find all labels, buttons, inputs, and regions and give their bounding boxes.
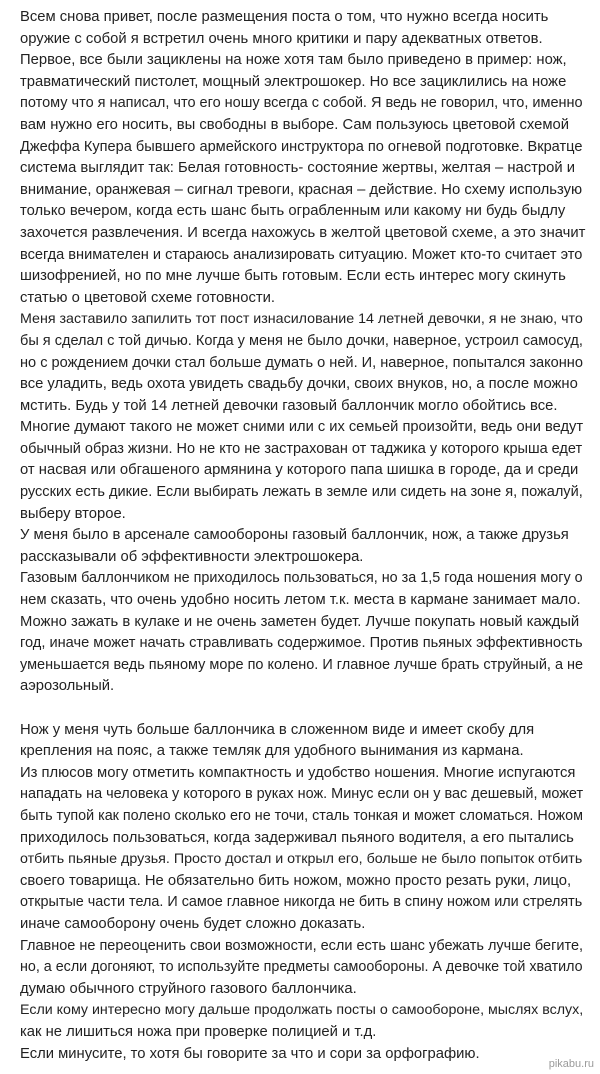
text-line: оружие с собой я встретил очень много критики и пару адекватных ответов. <box>20 30 543 47</box>
blank-line <box>20 698 585 720</box>
text-line: от насвая или обгашеного армянина у которого папа шишка в городе, да и среди <box>20 462 579 479</box>
post-body <box>20 7 585 1065</box>
text-line: Многие думают такого не может сними или с их семьей произойти, ведь они ведут <box>20 419 584 436</box>
text-line: русских есть дикие. Если выбирать лежать в земле или сидеть на зоне я, пожалуй, <box>20 484 583 501</box>
text-line: Из плюсов могу отметить компактность и удобство ношения. Многие испугаются <box>20 764 576 781</box>
text-line: иначе самооборону очень будет сложно доказать. <box>20 915 366 932</box>
text-line: только вечером, когда есть шанс быть ограбленным или какому ни будь быдлу <box>20 203 566 220</box>
text-line: нем сказать, что очень удобно носить летом т.к. места в кармане занимает мало. <box>20 592 581 609</box>
text-line: статью о цветовой схеме готовности. <box>20 289 276 306</box>
text-line: система выглядит так: Белая готовность- состояние жертвы, желтая – настрой и <box>20 160 575 177</box>
text-line: вам нужно его носить, вы свободны в выборе. Сам пользуюсь цветовой схемой <box>20 116 570 133</box>
text-line: шизофренией, но по мне лучше быть готовым. Если есть интерес могу скинуть <box>20 268 566 285</box>
text-line: Главное не переоценить свои возможности, если есть шанс убежать лучше бегите, <box>20 937 584 954</box>
text-line: крепления на пояс, а также темляк для удобного вынимания из кармана. <box>20 743 524 760</box>
text-line: мстить. Будь у той 14 летней девочки газовый баллончик могло обойтись все. <box>20 397 558 414</box>
text-line: открытые части тела. И самое главное никогда не бить в спину ножом или стрелять <box>20 894 583 911</box>
text-line: аэрозольный. <box>20 678 115 695</box>
text-line: Всем снова привет, после размещения поста о том, что нужно всегда носить <box>20 9 549 25</box>
text-line: Если минусите, то хотя бы говорите за что и сори за орфографию. <box>20 1045 480 1062</box>
text-line: потому что я написал, что его ношу всегда с собой. Я ведь не говорил, что, именно <box>20 95 583 112</box>
text-line: но, а если догоняют, то используйте предметы самообороны. А девочке той хватило <box>20 959 583 976</box>
text-line: травматический пистолет, мощный электрошокер. Но все зациклились на ноже <box>20 73 567 90</box>
pikabu-watermark: pikabu.ru <box>548 1058 594 1070</box>
text-line: У меня было в арсенале самообороны газовый баллончик, нож, а также друзья <box>20 527 569 544</box>
text-line: год, иначе может начать стравливать содержимое. Против пьяных эффективность <box>20 635 583 652</box>
text-line: Первое, все были зациклены на ноже хотя там было приведено в пример: нож, <box>20 52 567 69</box>
text-line: захочется развлечения. И всегда нахожусь в желтой цветовой схеме, а это значит <box>20 224 586 241</box>
text-line: Меня заставило запилить тот пост изнасилование 14 летней девочки, я не знаю, что <box>20 311 583 328</box>
text-line: отбить пьяные друзья. Просто достал и открыл его, больше не было попыток отбить <box>20 851 583 868</box>
text-line: как не лишиться ножа при проверке полицией и т.д. <box>20 1023 377 1040</box>
text-line: рассказывали об эффективности электрошокера. <box>20 548 364 565</box>
text-line: Нож у меня чуть больше баллончика в сложенном виде и имеет скобу для <box>20 721 535 738</box>
text-line: выберу второе. <box>20 505 126 522</box>
text-line: Если кому интересно могу дальше продолжать посты о самообороне, мыслях вслух, <box>20 1002 584 1019</box>
text-line: нападать на человека у которого в руках нож. Минус если он у вас дешевый, может <box>20 786 584 803</box>
text-line: Джеффа Купера бывшего армейского инструктора по огневой подготовке. Вкратце <box>20 138 583 155</box>
text-line: обычный образ жизни. Но не кто не застрахован от таджика у которого крыша едет <box>20 440 583 457</box>
text-line: Газовым баллончиком не приходилось пользоваться, но за 1,5 года ношения могу о <box>20 570 583 587</box>
text-line: своего товарища. Не обязательно бить ножом, можно просто резать руки, лицо, <box>20 872 572 889</box>
text-line: приходилось пользоваться, когда задерживал пьяного водителя, а его пытались <box>20 829 574 846</box>
text-line: Можно зажать в кулаке и не очень заметен будет. Лучше покупать новый каждый <box>20 613 580 630</box>
text-line: бы я сделал с той дичью. Когда у меня не было дочки, наверное, устроил самосуд, <box>20 332 583 349</box>
text-line: думаю обычного струйного газового баллончика. <box>20 980 357 997</box>
text-line: все уладить, ведь охота увидеть свадьбу дочки, своих внуков, но, а после можно <box>20 376 578 393</box>
text-line: всегда внимателен и стараюсь анализировать ситуацию. Может кто-то считает это <box>20 246 583 263</box>
text-line: внимание, оранжевая – сигнал тревоги, красная – действие. Но схему использую <box>20 181 583 198</box>
text-line: но с рождением дочки стал больше думать о ней. И, наверное, попытался законно <box>20 354 583 371</box>
text-line: быть тупой как полено сколько его не точи, сталь тонкая и может сломаться. Ножом <box>20 807 583 824</box>
text-line: уменьшается ведь пьяному море по колено. И главное лучше брать струйный, а не <box>20 656 584 673</box>
